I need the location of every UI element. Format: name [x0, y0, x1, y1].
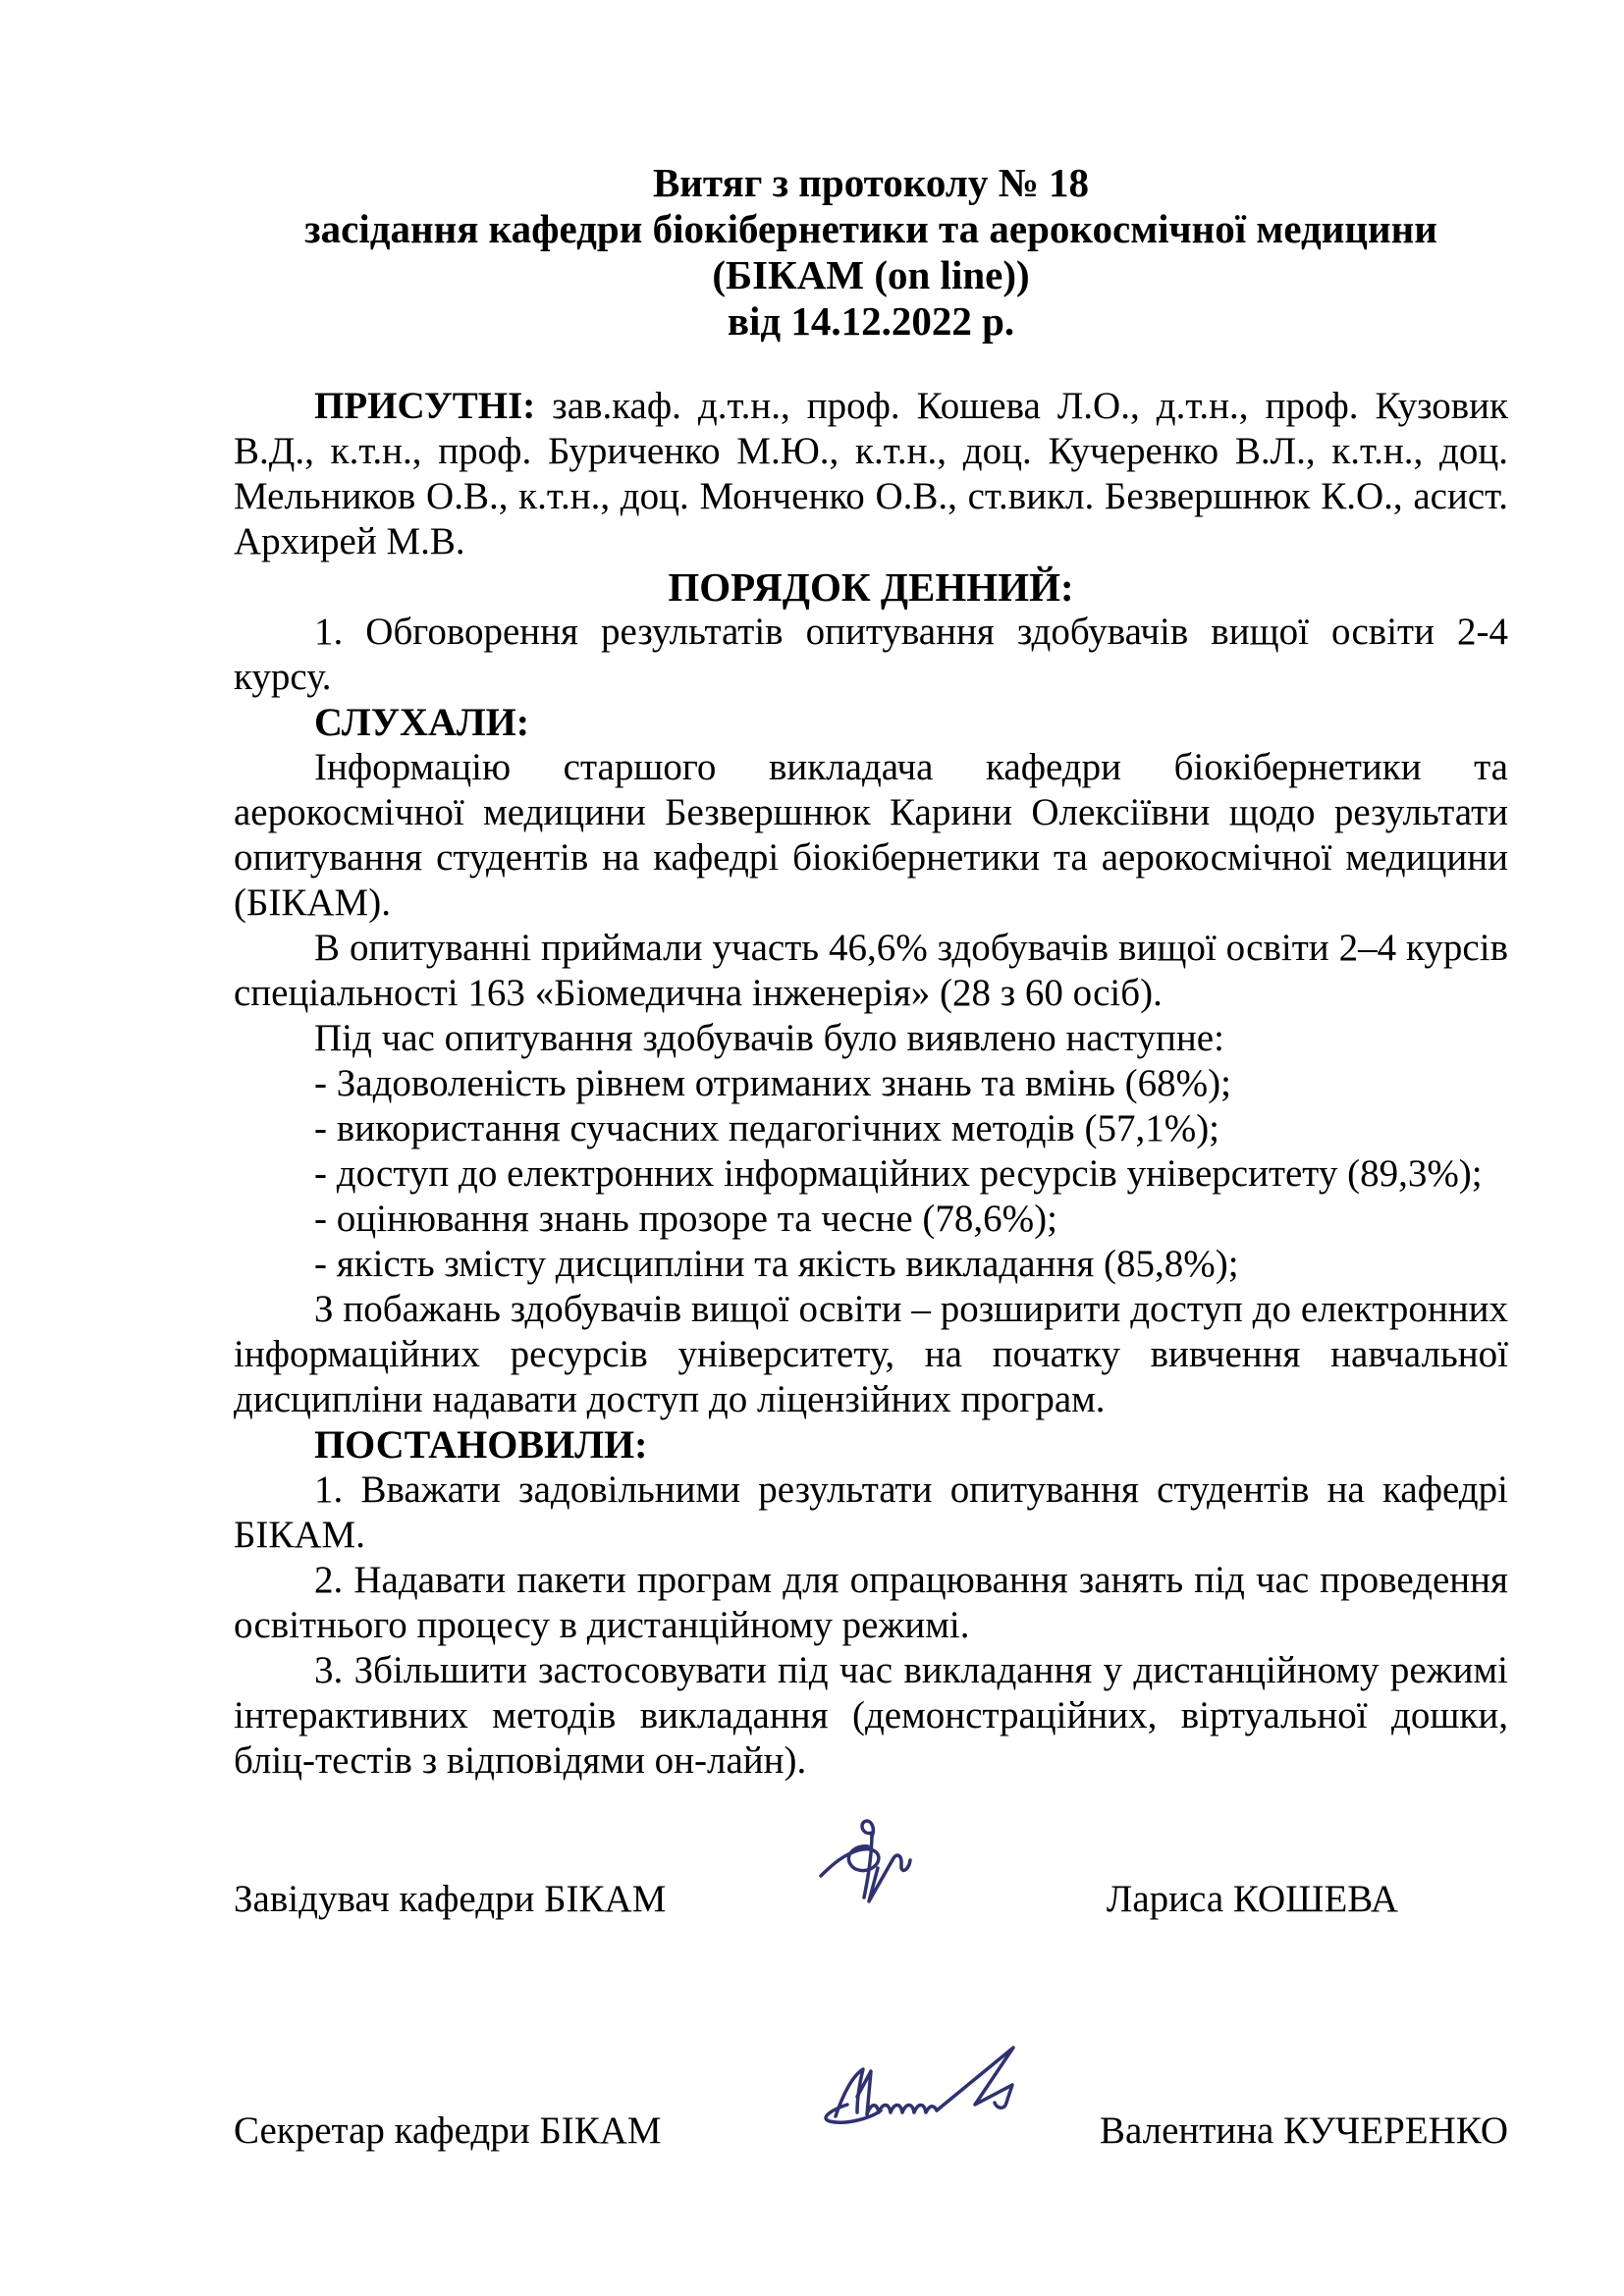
title-line-3: (БІКАМ (on line)) — [712, 252, 1030, 297]
attendees-paragraph — [234, 384, 1508, 564]
finding-item-3: - доступ до електронних інформаційних ресурсів університету (89,3%); — [314, 1152, 1483, 1195]
finding-item-1: - Задоволеність рівнем отриманих знань та вмінь (68%); — [314, 1062, 1231, 1104]
wishes-paragraph: З побажань здобувачів вищої освіти – розширити доступ до електронних інформаційних ресурсів університету, на початку вивчення навчальної дисципліни надавати доступ до ліцензійних програм. — [234, 1288, 1508, 1420]
finding-item-2: - використання сучасних педагогічних методів (57,1%); — [314, 1107, 1220, 1149]
attendees-text: зав.каф. д.т.н., проф. Кошева Л.О., д.т.н., проф. Кузовик В.Д., к.т.н., проф. Буриченко М.Ю., к.т.н., доц. Кучеренко В.Л., к.т.н., доц. Мельников О.В., к.т.н., доц. Монченко О.В., ст.викл. Безвершнюк К.О., асист. Архирей М.В. — [234, 385, 1508, 562]
signature-role-head: Завідувач кафедри БІКАМ — [234, 1878, 667, 1920]
heard-paragraph-1: Інформацію старшого викладача кафедри біокібернетики та аерокосмічної медицини Безвершнюк Карини Олексіївни щодо результати опитування студентів на кафедрі біокібернетики та аерокосмічної медицини (БІКАМ). — [234, 746, 1508, 924]
resolved-item-2: 2. Надавати пакети програм для опрацювання занять під час проведення освітнього процесу в дистанційному режимі. — [234, 1559, 1508, 1646]
title-line-2: засідання кафедри біокібернетики та аерокосмічної медицини — [304, 206, 1437, 251]
signature-row-secretary — [234, 2109, 1508, 2154]
document-title — [234, 160, 1508, 345]
findings-intro: Під час опитування здобувачів було виявлено наступне: — [314, 1017, 1224, 1059]
signature-kosheva — [815, 1813, 913, 1906]
agenda-item-1: 1. Обговорення результатів опитування здобувачів вищої освіти 2-4 курсу. — [234, 611, 1508, 698]
resolved-item-3: 3. Збільшити застосовувати під час викладання у дистанційному режимі інтерактивних методів викладання (демонстраційних, віртуальної дошки, бліц-тестів з відповідями он-лайн). — [234, 1649, 1508, 1782]
finding-item-4: - оцінювання знань прозоре та чесне (78,6%); — [314, 1198, 1057, 1240]
resolved-item-1: 1. Вважати задовільними результати опитування студентів на кафедрі БІКАМ. — [234, 1468, 1508, 1556]
agenda-heading: ПОРЯДОК ДЕННИЙ: — [668, 564, 1074, 610]
signature-row-head — [234, 1877, 1508, 1922]
resolved-heading: ПОСТАНОВИЛИ: — [314, 1422, 648, 1467]
signature-name-secretary: Валентина КУЧЕРЕНКО — [1099, 2109, 1508, 2152]
title-line-4: від 14.12.2022 р. — [727, 298, 1015, 344]
title-line-1: Витяг з протоколу № 18 — [652, 160, 1090, 205]
attendees-label: ПРИСУТНІ: — [314, 385, 536, 427]
heard-heading: СЛУХАЛИ: — [314, 700, 530, 744]
signature-name-head: Лариса КОШЕВА — [1106, 1878, 1398, 1920]
finding-item-5: - якість змісту дисципліни та якість викладання (85,8%); — [314, 1243, 1239, 1285]
heard-paragraph-2: В опитуванні приймали участь 46,6% здобувачів вищої освіти 2–4 курсів спеціальності 163 «Біомедична інженерія» (28 з 60 осіб). — [234, 927, 1508, 1014]
signature-kucherenko — [818, 2028, 1024, 2126]
signature-role-secretary: Секретар кафедри БІКАМ — [234, 2109, 662, 2152]
